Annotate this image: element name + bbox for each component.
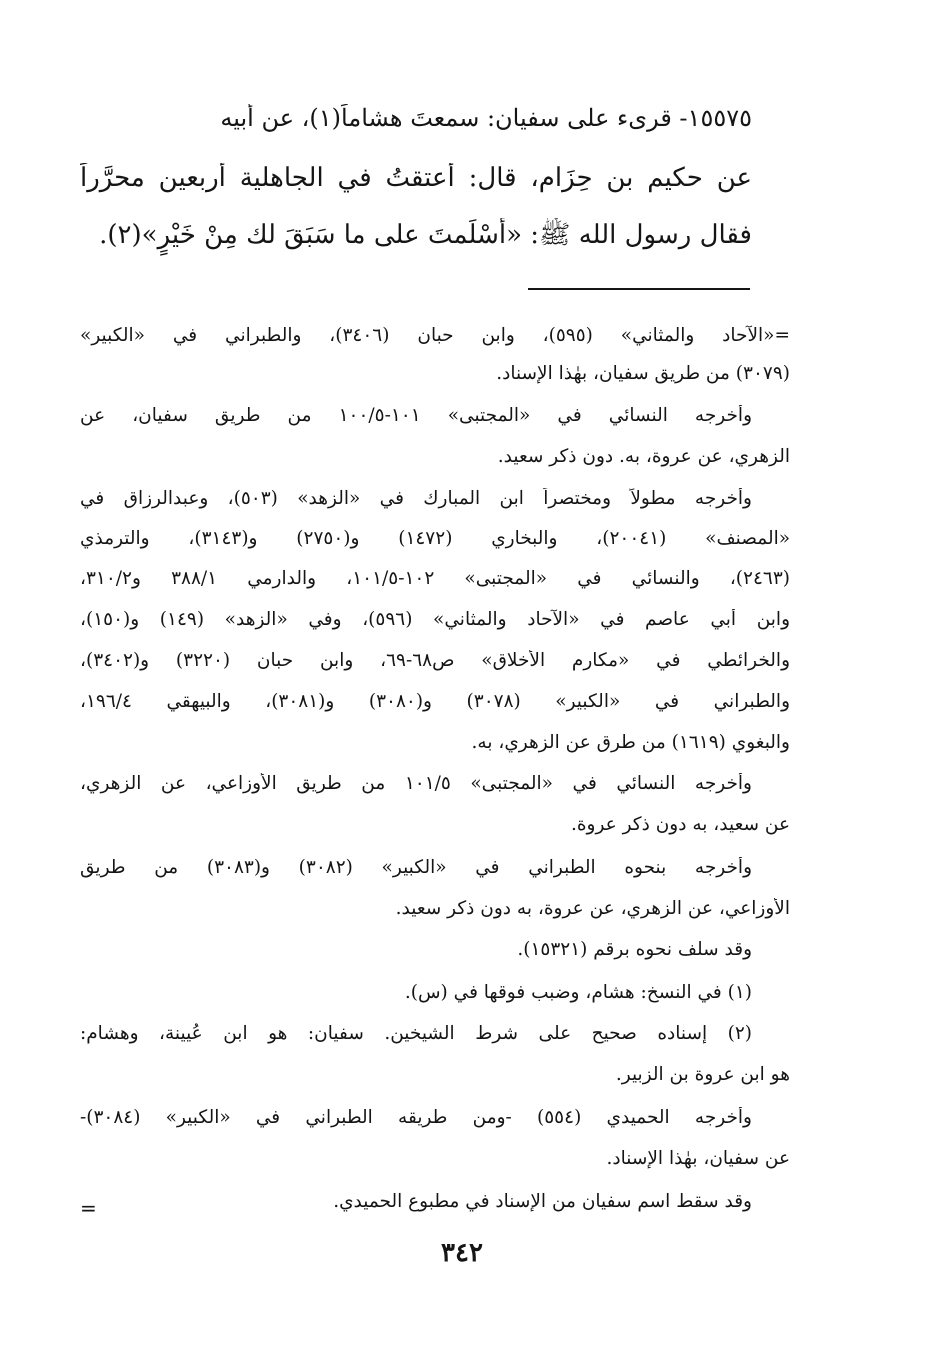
footnote-line: وقد سلف نحوه برقم (١٥٣٢١). <box>517 939 752 960</box>
footnote-line: «المصنف» (٢٠٠٤١)، والبخاري (١٤٧٢) و(٢٧٥٠) و(٣١٤٣)، والترمذي <box>80 528 790 549</box>
footnote-line: وأخرجه النسائي في «المجتبى» ١٠١-١٠٠/٥ من طريق سفيان، عن <box>80 405 752 426</box>
footnote-line: وأخرجه مطولاً ومختصراً ابن المبارك في «الزهد» (٥٠٣)، وعبدالرزاق في <box>80 488 752 509</box>
footnote-line: وقد سقط اسم سفيان من الإسناد في مطبوع الحميدي. <box>333 1191 752 1212</box>
footnote-line: وأخرجه الحميدي (٥٥٤) -ومن طريقه الطبراني في «الكبير» (٣٠٨٤)- <box>80 1107 752 1128</box>
hadith-text-line-2: فقال رسول الله ﷺ: «أَسْلَمتَ على ما سَبَقَ لك مِنْ خَيْرٍ»(٢). <box>99 220 752 250</box>
footnote-line: وابن أبي عاصم في «الآحاد والمثاني» (٥٩٦)، وفي «الزهد» (١٤٩) و(١٥٠)، <box>80 609 790 630</box>
footnote-separator <box>528 288 750 290</box>
footnote-line: الأوزاعي، عن الزهري، عن عروة، به دون ذكر سعيد. <box>395 898 790 919</box>
footnote-line: هو ابن عروة بن الزبير. <box>615 1064 790 1085</box>
page-number: ٣٤٢ <box>441 1238 483 1268</box>
hadith-number-line: ١٥٥٧٥- قرىء على سفيان: سمعتَ هشاماً(١)، عن أبيه <box>220 104 752 132</box>
footnote-line: الزهري، عن عروة، به. دون ذكر سعيد. <box>497 446 790 467</box>
footnote-line: (٢٤٦٣)، والنسائي في «المجتبى» ١٠٢-١٠١/٥، والدارمي ٣٨٨/١ و٣١٠/٢، <box>80 568 790 589</box>
footnote-line: عن سعيد، به دون ذكر عروة. <box>570 814 790 835</box>
footnote-line: (٣٠٧٩) من طريق سفيان، بهٰذا الإسناد. <box>496 363 790 384</box>
footnote-line: والطبراني في «الكبير» (٣٠٧٨) و(٣٠٨٠) و(٣٠٨١)، والبيهقي ١٩٦/٤، <box>80 691 790 712</box>
footnote-line: وأخرجه النسائي في «المجتبى» ١٠١/٥ من طريق الأوزاعي، عن الزهري، <box>80 773 752 794</box>
footnote-line: وأخرجه بنحوه الطبراني في «الكبير» (٣٠٨٢) و(٣٠٨٣) من طريق <box>80 857 753 878</box>
footnote-line: والبغوي (١٦١٩) من طرق عن الزهري، به. <box>471 732 790 753</box>
footnote-line: عن سفيان، بهٰذا الإسناد. <box>606 1148 790 1169</box>
footnote-line: والخرائطي في «مكارم الأخلاق» ص٦٨-٦٩، وابن حبان (٣٢٢٠) و(٣٤٠٢)، <box>80 650 790 671</box>
footnote-2: (٢) إسناده صحيح على شرط الشيخين. سفيان: هو ابن عُيينة، وهشام: <box>80 1023 752 1044</box>
continuation-mark: = <box>80 1196 97 1220</box>
footnote-1: (١) في النسخ: هشام، وضبب فوقها في (س). <box>404 982 752 1003</box>
hadith-text-line-1: عن حكيم بن حِزَام، قال: أعتقتُ في الجاهلية أربعين محرَّراً <box>80 163 752 193</box>
footnote-line: =«الآحاد والمثاني» (٥٩٥)، وابن حبان (٣٤٠٦)، والطبراني في «الكبير» <box>80 325 790 346</box>
